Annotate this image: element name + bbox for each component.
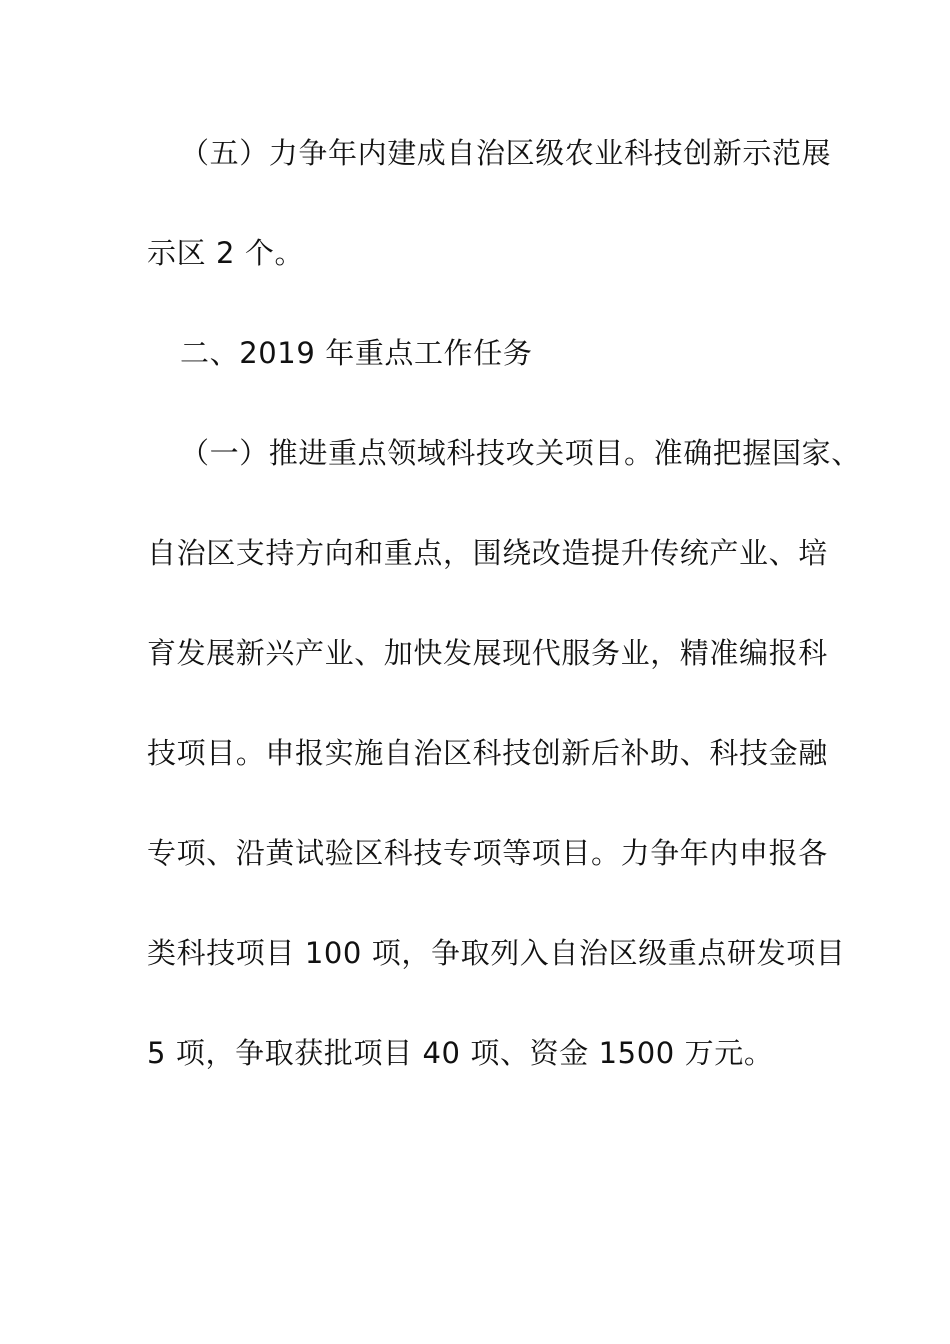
paragraph-line: 自治区支持方向和重点，围绕改造提升传统产业、培 <box>147 536 828 570</box>
paragraph-line: 技项目。申报实施自治区科技创新后补助、科技金融 <box>147 736 828 770</box>
paragraph-line: 类科技项目 100 项，争取列入自治区级重点研发项目 <box>147 936 846 970</box>
section-heading: 二、2019 年重点工作任务 <box>180 336 533 370</box>
paragraph-line: 示区 2 个。 <box>147 236 305 270</box>
paragraph-line: 育发展新兴产业、加快发展现代服务业，精准编报科 <box>147 636 828 670</box>
paragraph-line: （一）推进重点领域科技攻关项目。准确把握国家、 <box>180 436 861 470</box>
paragraph-line: 5 项，争取获批项目 40 项、资金 1500 万元。 <box>147 1036 774 1070</box>
paragraph-line: （五）力争年内建成自治区级农业科技创新示范展 <box>180 136 832 170</box>
paragraph-line: 专项、沿黄试验区科技专项等项目。力争年内申报各 <box>147 836 828 870</box>
